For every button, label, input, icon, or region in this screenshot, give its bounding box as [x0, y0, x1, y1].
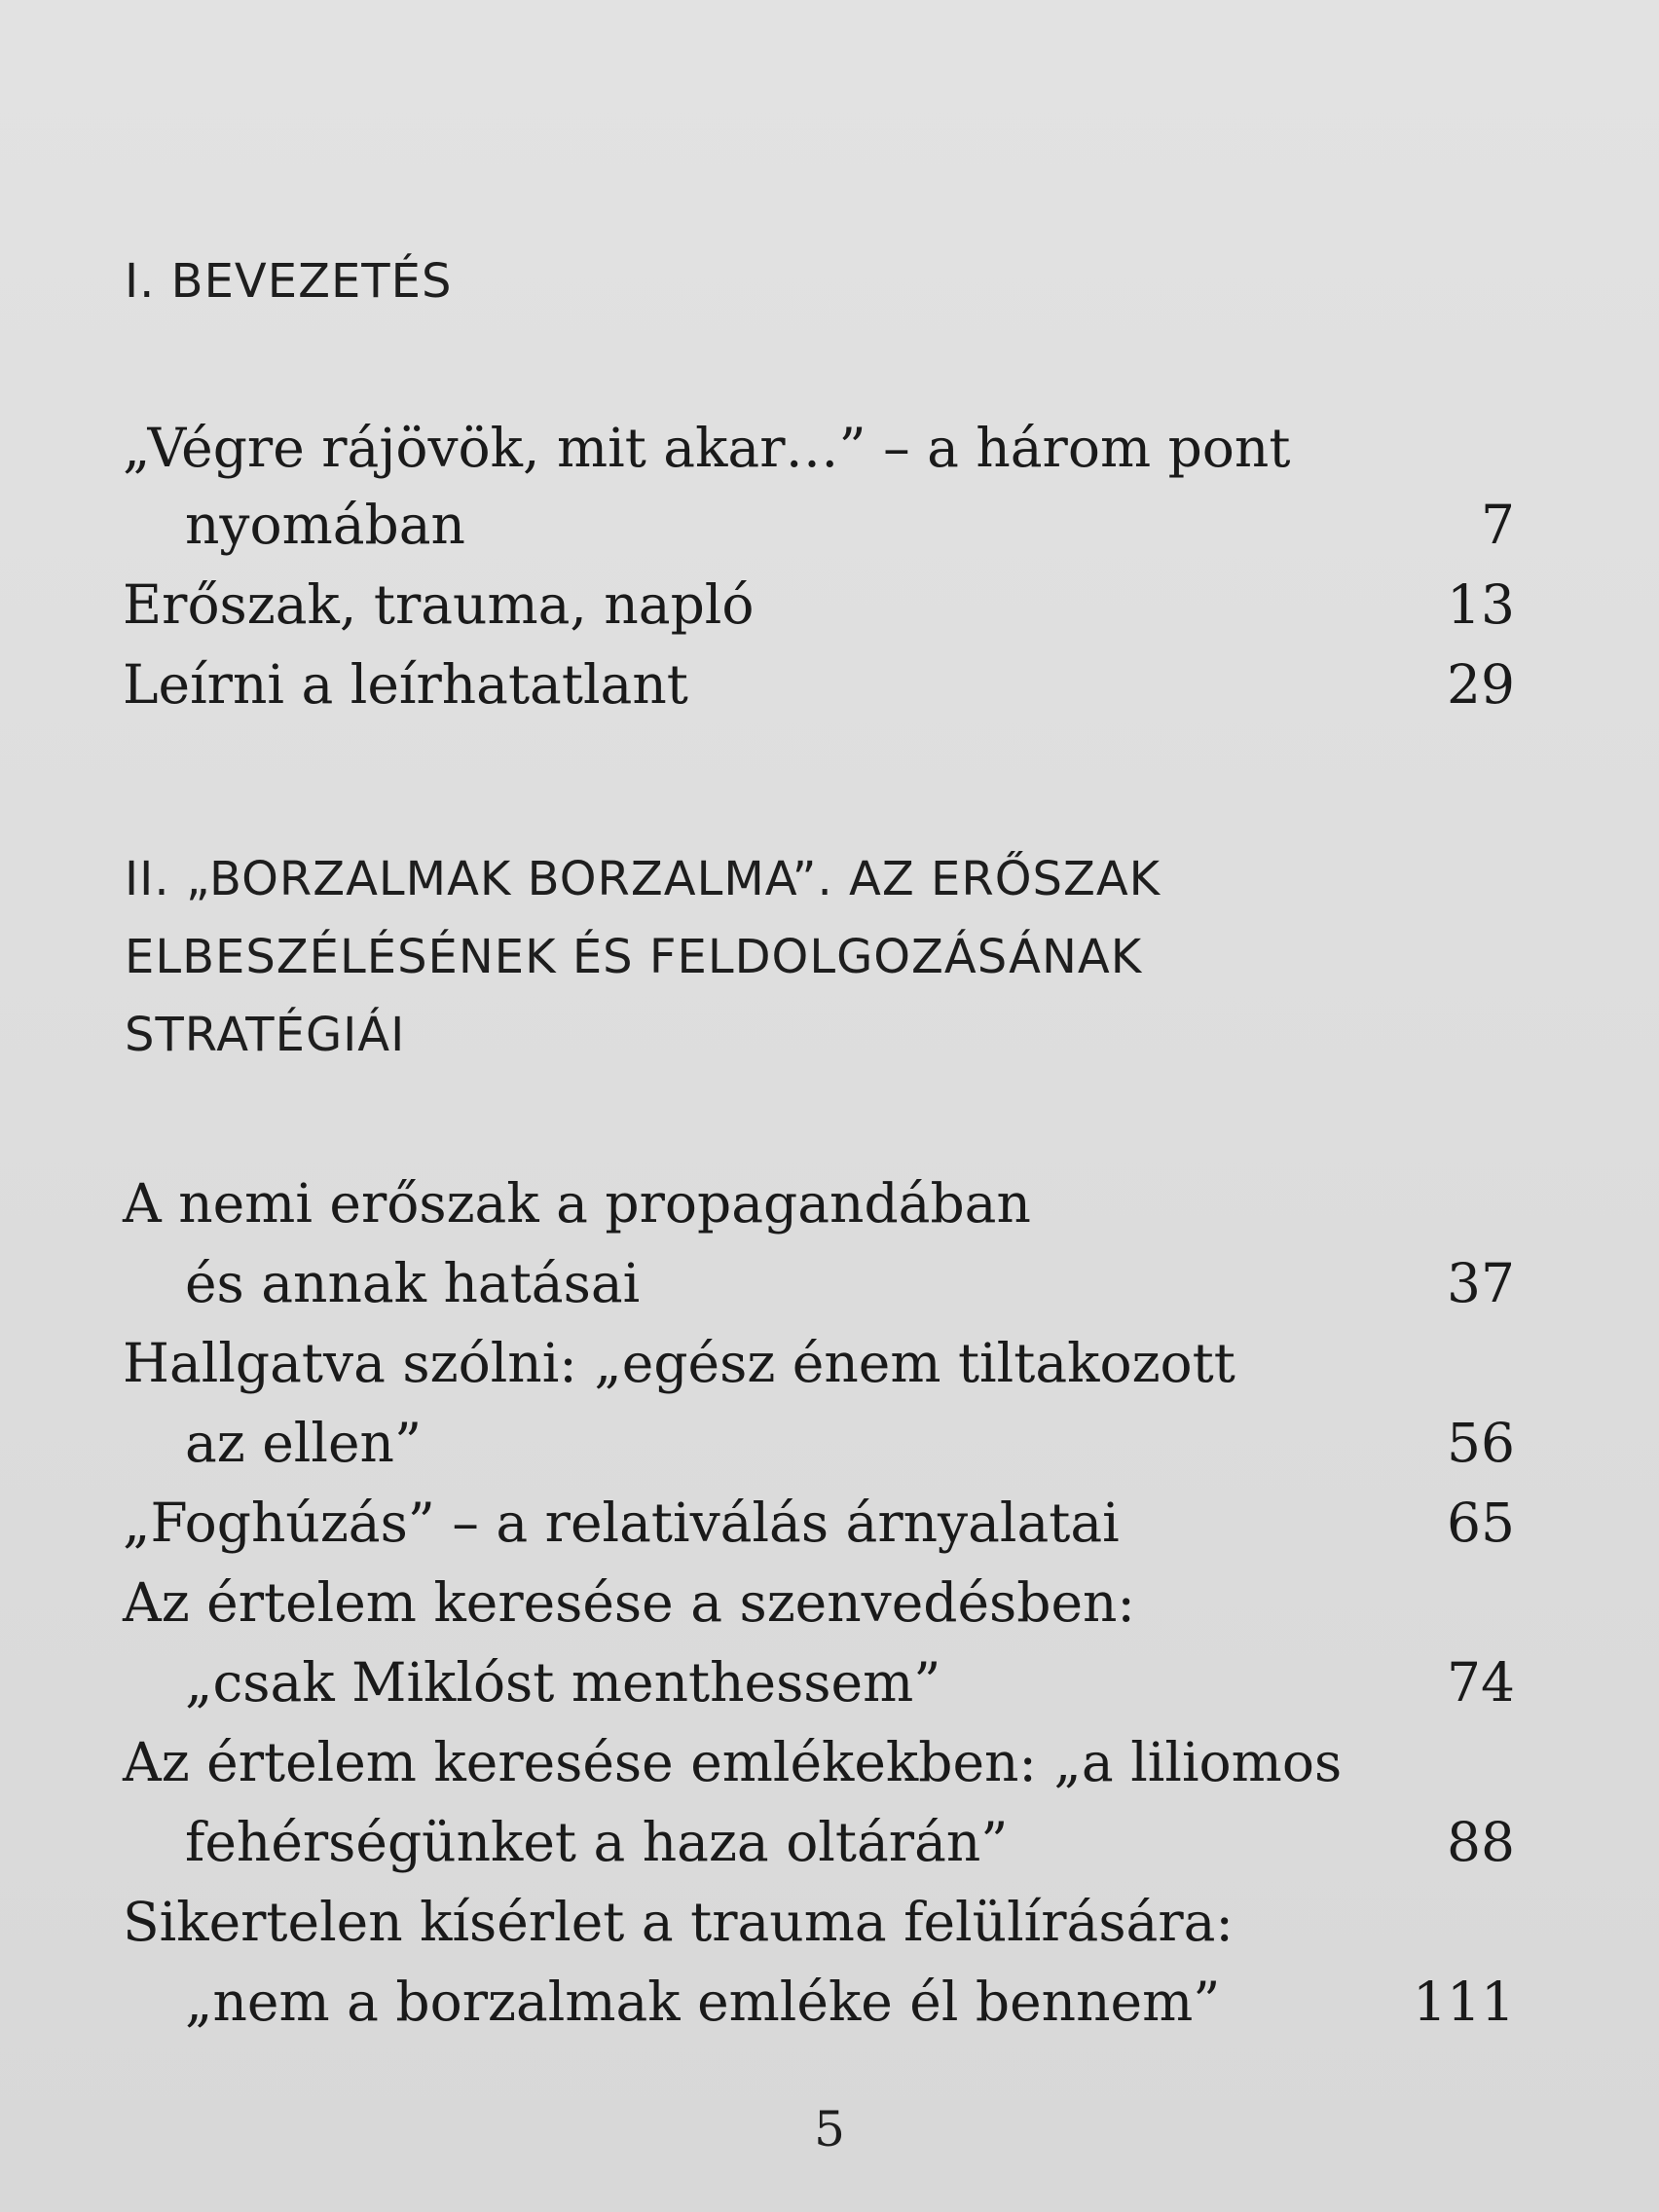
section-heading-2-line-1: II. „BORZALMAK BORZALMA”. AZ ERŐSZAK — [125, 852, 1161, 906]
section-heading-1: I. BEVEZETÉS — [125, 254, 453, 309]
section-heading-2-line-2: ELBESZÉLÉSÉNEK ÉS FELDOLGOZÁSÁNAK — [125, 930, 1143, 984]
page-number: 74 — [1447, 1651, 1515, 1714]
page-number: 88 — [1447, 1811, 1515, 1873]
page-number: 65 — [1447, 1492, 1515, 1554]
page-number: 7 — [1481, 494, 1515, 556]
book-page: I. BEVEZETÉS „Végre rájövök, mit akar…” – a három pont nyomában 7 Erőszak, trauma, napló 13 Leírni a leírhatatlant 29 II. „BORZALMAK BORZALMA”. AZ ERŐSZAK ELBESZÉLÉSÉNEK ÉS FELDOLGOZÁSÁNAK STRATÉGIÁI A nemi erőszak a propagandában és annak hatásai 37 Hallgatva szólni: „egész énem tiltakozott az ellen” 56 „Foghúzás” – a relativálás árnyalatai 65 Az értelem keresése a szenvedésben: „csak Miklóst menthessem” 74 Az értelem keresése emlékekben: „a liliomos fehérségünket a haza oltárán” 88 Sikertelen kísérlet a trauma felülírására: „nem a borzalmak emléke él bennem” 111 5 — [0, 0, 1659, 2212]
page-number: 13 — [1447, 573, 1515, 636]
page-number: 37 — [1447, 1252, 1515, 1314]
page-number: 56 — [1447, 1412, 1515, 1474]
page-number: 29 — [1447, 653, 1515, 716]
page-folio-number: 5 — [814, 2101, 845, 2157]
section-heading-2-line-3: STRATÉGIÁI — [125, 1008, 406, 1062]
page-number: 111 — [1413, 1971, 1515, 2033]
